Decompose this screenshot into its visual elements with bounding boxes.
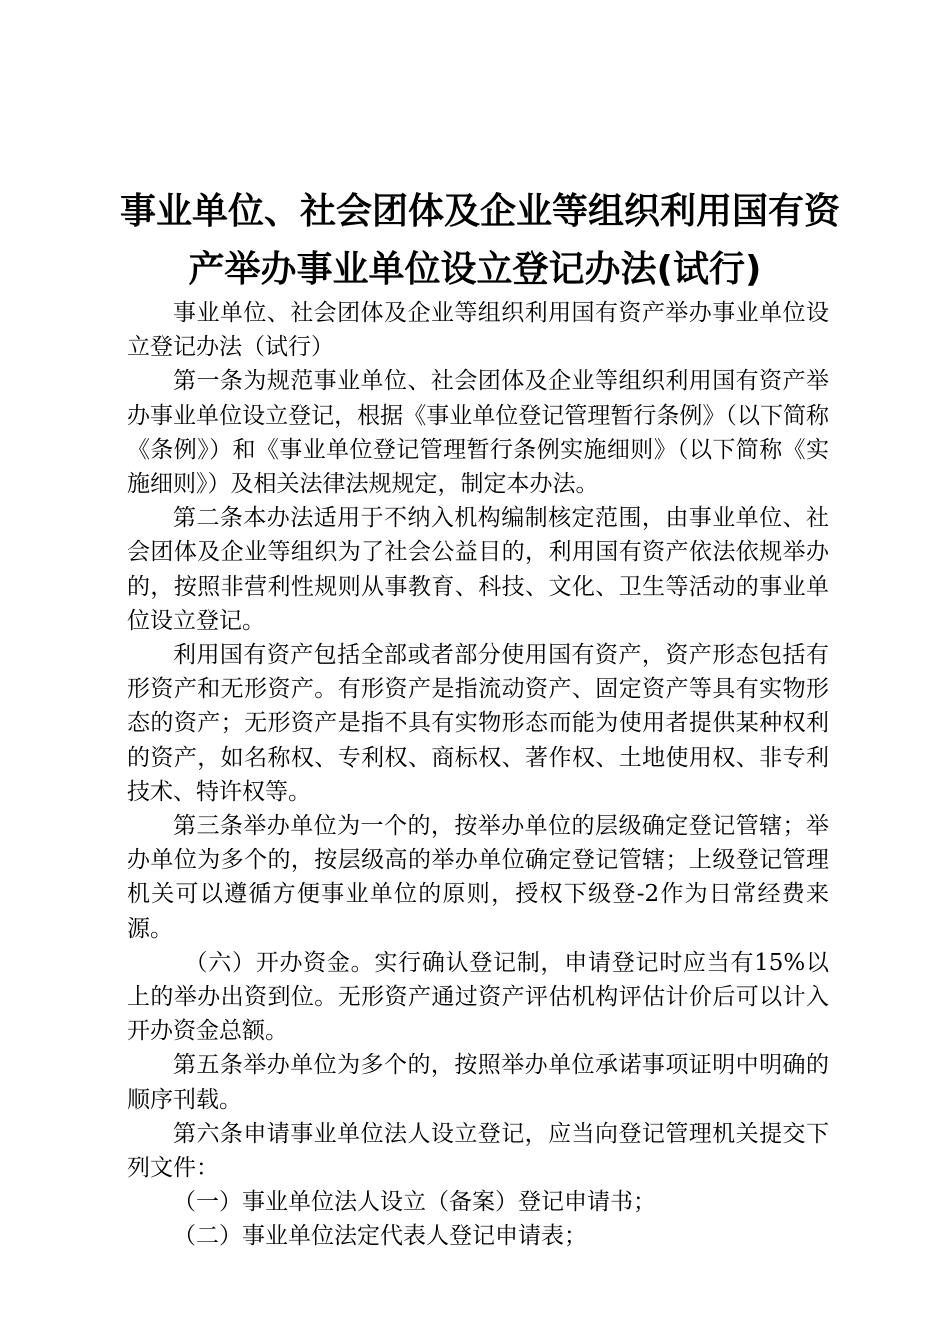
list-item-2: （二）事业单位法定代表人登记申请表； — [173, 1223, 587, 1250]
paragraph-article-3: 第三条举办单位为一个的，按举办单位的层级确定登记管辖；举办单位为多个的，按层级高的举办单位确定登记管辖；上级登记管理机关可以遵循方便事业单位的原则，授权下级登-2作为日常经费来源。 — [127, 813, 829, 942]
paragraph-state-assets: 利用国有资产包括全部或者部分使用国有资产，资产形态包括有形资产和无形资产。有形资产是指流动资产、固定资产等具有实物形态的资产；无形资产是指不具有实物形态而能为使用者提供某种权利的资产，如名称权、专利权、商标权、著作权、土地使用权、非专利技术、特许权等。 — [127, 642, 829, 805]
document-title-line-1: 事业单位、社会团体及企业等组织利用国有资 — [120, 191, 841, 232]
paragraph-startup-funds: （六）开办资金。实行确认登记制，申请登记时应当有15%以上的举办出资到位。无形资产通过资产评估机构评估计价后可以计入开办资金总额。 — [127, 949, 829, 1045]
list-item-1: （一）事业单位法人设立（备案）登记申请书； — [173, 1189, 656, 1216]
document-title-line-2: 产举办事业单位设立登记办法(试行) — [188, 249, 762, 290]
paragraph-article-5: 第五条举办单位为多个的，按照举办单位承诺事项证明中明确的顺序刊载。 — [127, 1052, 829, 1113]
paragraph-article-1: 第一条为规范事业单位、社会团体及企业等组织利用国有资产举办事业单位设立登记，根据《事业单位登记管理暂行条例》（以下简称《条例》）和《事业单位登记管理暂行条例实施细则》（以下简称《实施细则》）及相关法律法规规定，制定本办法。 — [127, 368, 829, 498]
paragraph-article-6: 第六条申请事业单位法人设立登记，应当向登记管理机关提交下列文件： — [127, 1120, 829, 1182]
document-body — [127, 296, 829, 1254]
paragraph-heading-repeat: 事业单位、社会团体及企业等组织利用国有资产举办事业单位设立登记办法（试行） — [127, 300, 829, 361]
paragraph-article-2: 第二条本办法适用于不纳入机构编制核定范围，由事业单位、社会团体及企业等组织为了社会公益目的，利用国有资产依法依规举办的，按照非营利性规则从事教育、科技、文化、卫生等活动的事业单位设立登记。 — [127, 505, 829, 634]
